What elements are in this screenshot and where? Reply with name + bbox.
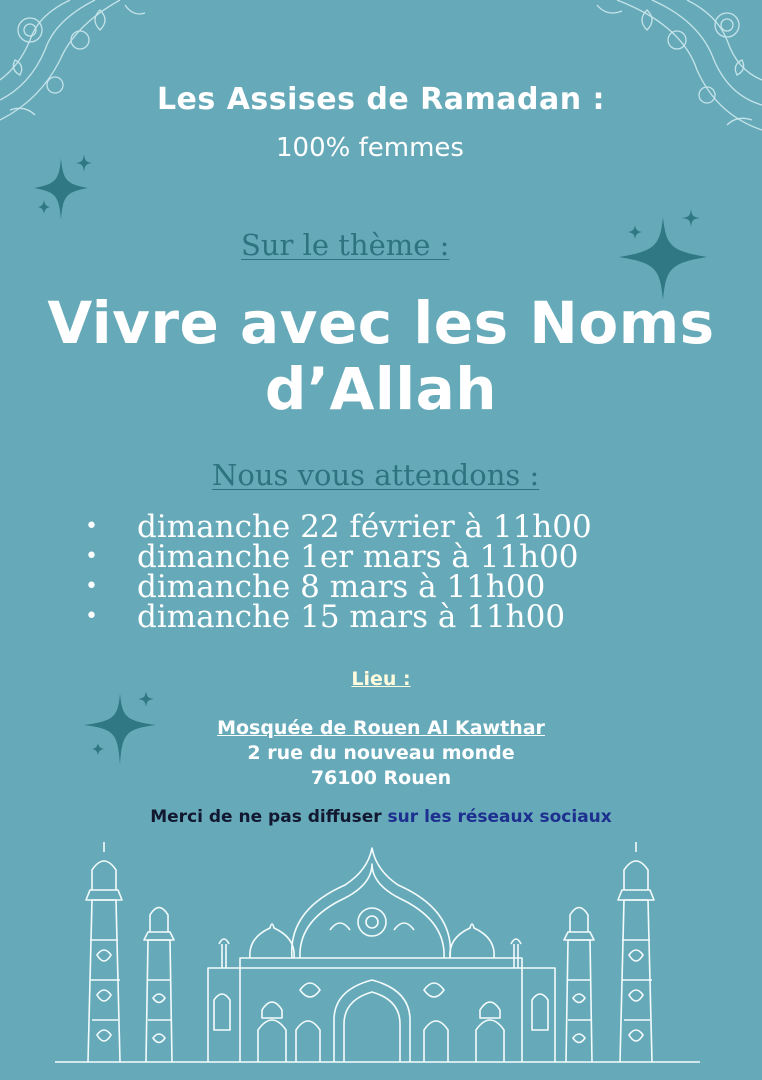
bullet-icon: • <box>85 604 98 629</box>
attend-label: Nous vous attendons : <box>212 458 540 492</box>
list-item <box>85 539 685 575</box>
date-list <box>85 509 685 635</box>
corner-ornament-top-right <box>577 0 762 140</box>
theme-label: Sur le thème : <box>241 228 450 262</box>
notice-part2: diffuser <box>307 807 382 827</box>
address-city: 76100 Rouen <box>310 767 452 789</box>
list-item <box>85 509 685 545</box>
address-block <box>0 716 762 791</box>
address-mosque-name: Mosquée de Rouen Al Kawthar <box>217 717 545 739</box>
main-title-line1: Vivre avec les Noms <box>47 289 715 357</box>
date-text: dimanche 1er mars à 11h00 <box>137 539 579 575</box>
notice-part1: Merci de ne pas <box>150 807 308 827</box>
list-item <box>85 599 685 635</box>
notice-part3: sur <box>381 807 425 827</box>
date-text: dimanche 8 mars à 11h00 <box>137 569 546 605</box>
event-title: Les Assises de Ramadan : <box>156 82 606 117</box>
list-item <box>85 569 685 605</box>
bullet-icon: • <box>85 574 98 599</box>
main-title <box>0 290 762 422</box>
main-title-line2: d’Allah <box>264 355 498 423</box>
mosque-illustration <box>0 840 762 1080</box>
date-text: dimanche 22 février à 11h00 <box>137 509 592 545</box>
bullet-icon: • <box>85 544 98 569</box>
notice-part4: les réseaux sociaux <box>424 807 612 827</box>
bullet-icon: • <box>85 514 98 539</box>
event-subtitle: 100% femmes <box>276 133 464 163</box>
date-text: dimanche 15 mars à 11h00 <box>137 599 566 635</box>
social-media-notice <box>0 807 762 827</box>
address-street: 2 rue du nouveau monde <box>247 742 515 764</box>
sparkle-icon-left-top <box>26 150 106 230</box>
lieu-label: Lieu : <box>351 668 411 690</box>
